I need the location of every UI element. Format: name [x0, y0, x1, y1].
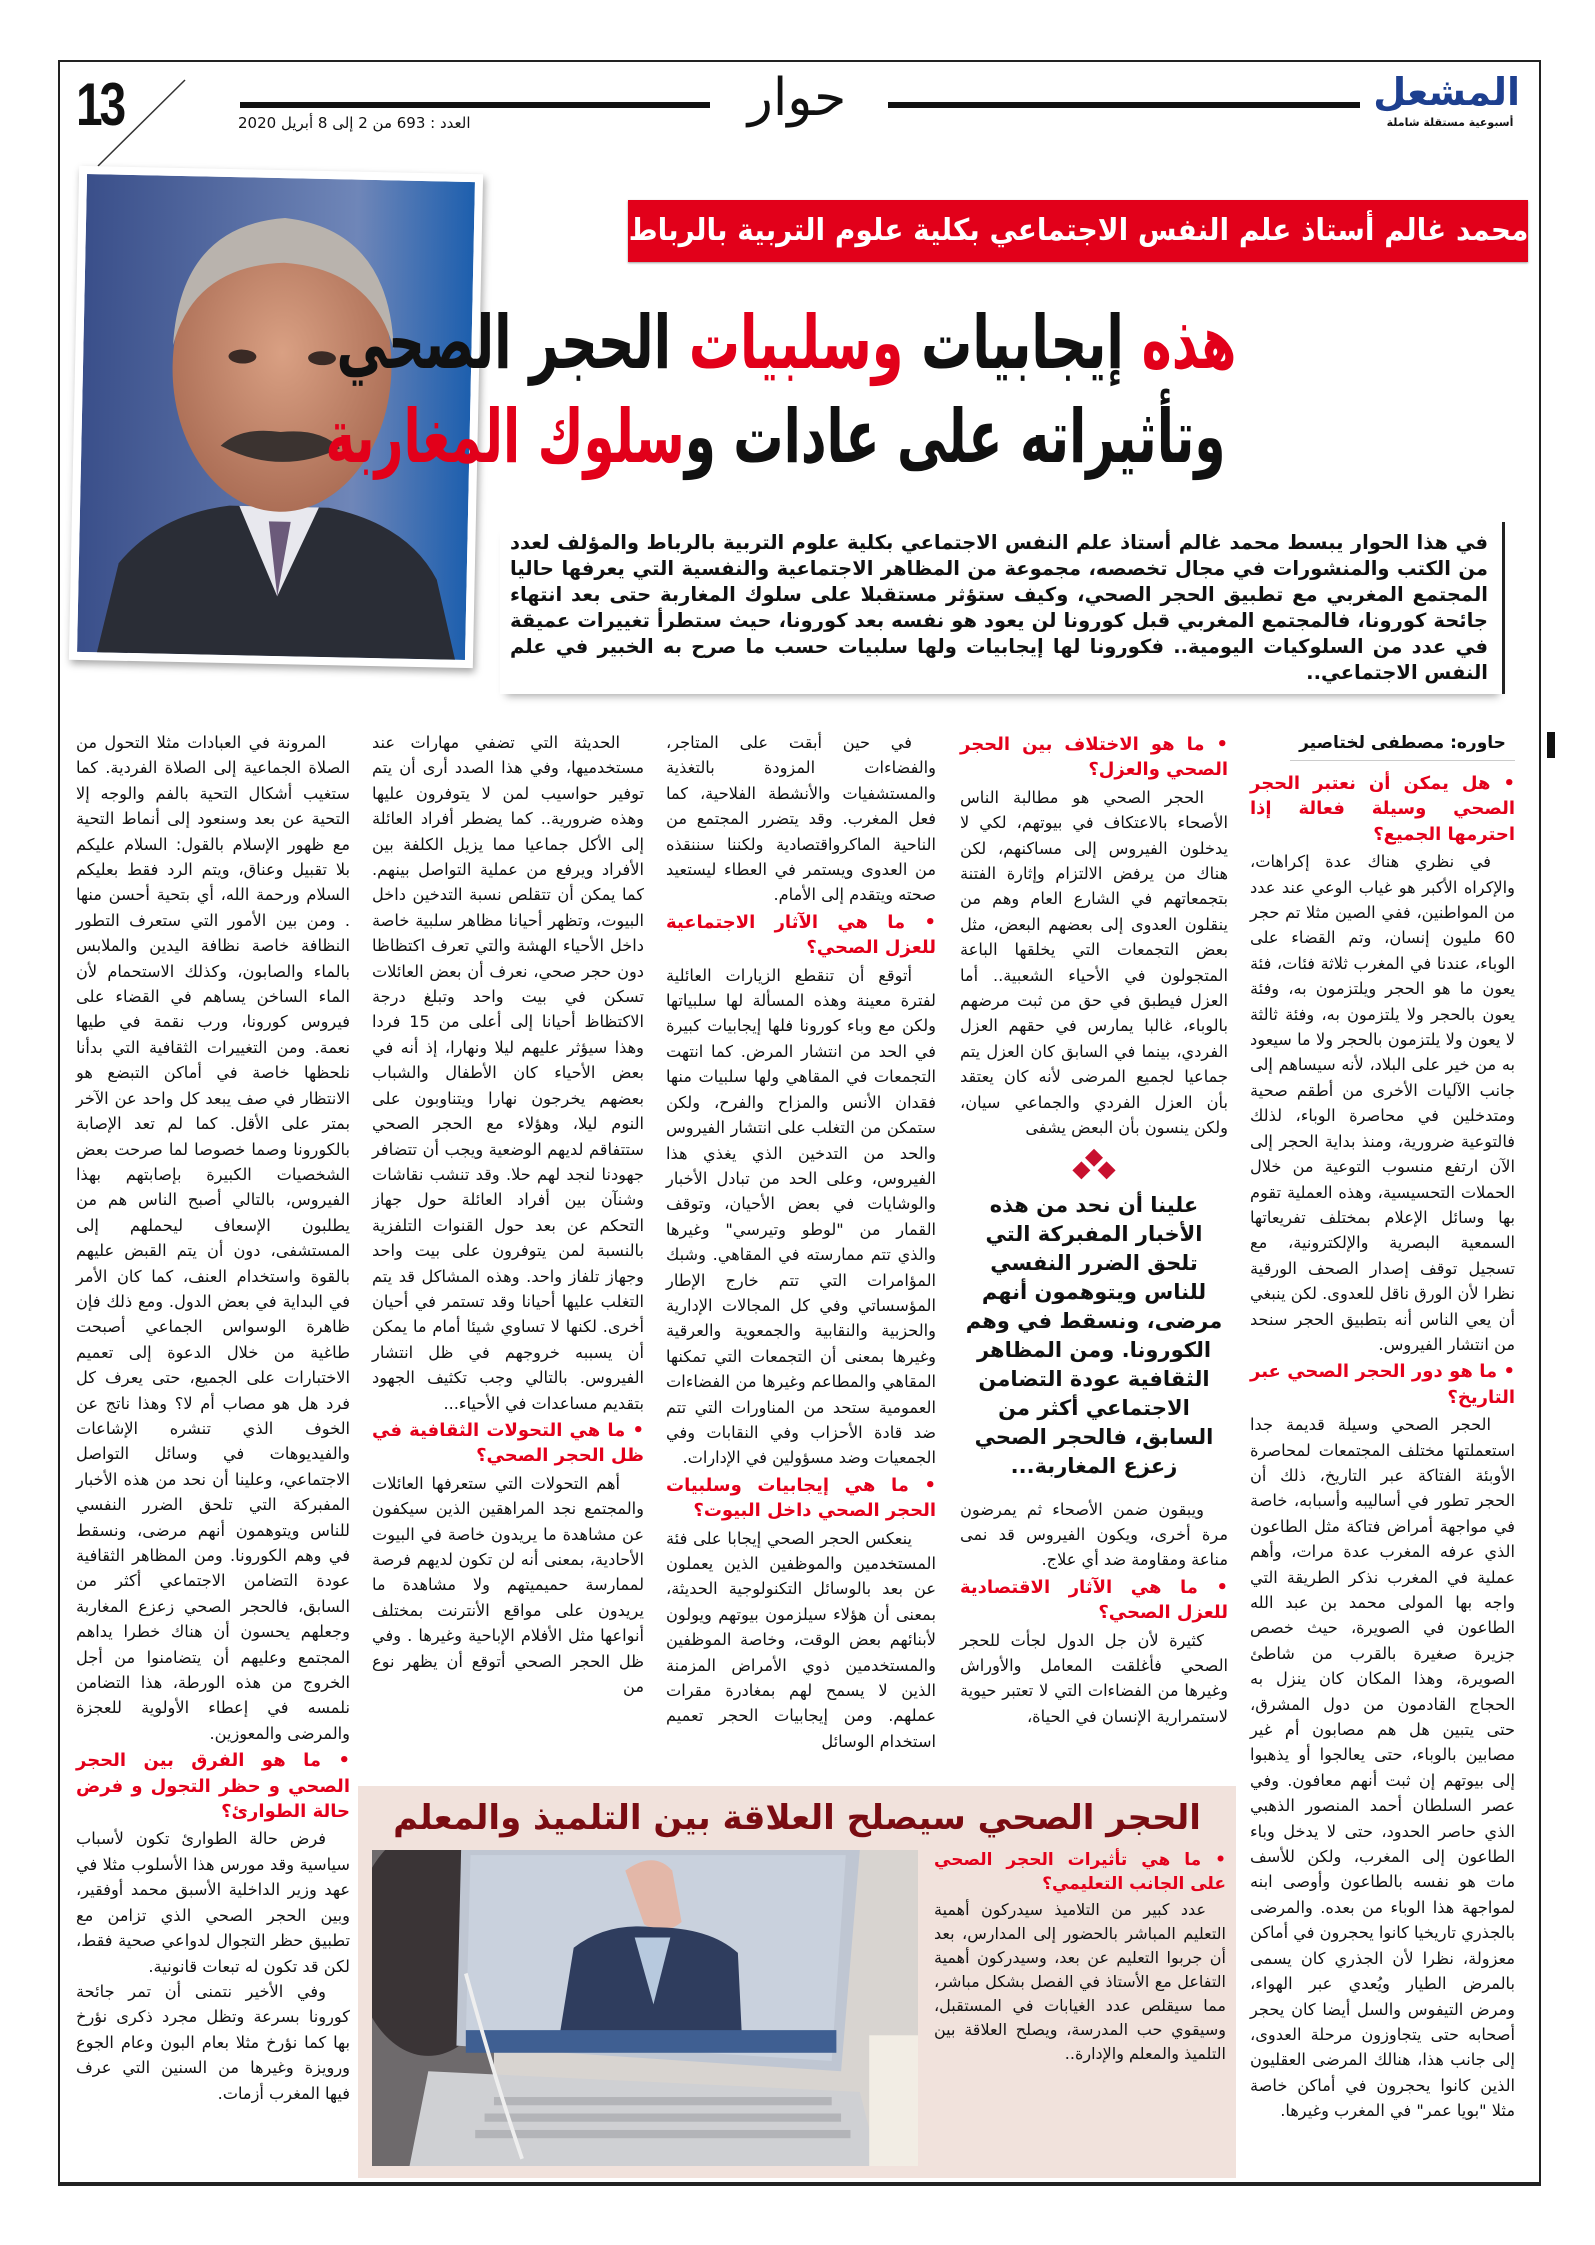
headline-segment: هذه	[1123, 300, 1237, 386]
headline-segment: وسلبيات	[671, 300, 904, 386]
byline	[1290, 730, 1515, 761]
magazine-logo[interactable]	[1373, 68, 1520, 129]
pull-quote	[960, 1147, 1228, 1481]
answer-paragraph: ينعكس الحجر الصحي إيجابا على فئة المستخدمين والموظفين الذين يعملون عن بعد بالوسائل التكنولوجية الحديثة، بمعنى أن هؤلاء سيلزمون بيوتهم ويولون لأبنائهم بعض الوقت، وخاصة الموظفين والمستخدمين ذوي الأمراض المزمنة الذين لا يسمح لهم بمغادرة مقرات عملهم. ومن إيجابيات الحجر تعميم استخدام الوسائل	[666, 1528, 936, 1751]
answer-paragraph: أهم التحولات التي ستعرفها العائلات والمجتمع نجد المراهقين الذين سيكفون عن مشاهدة ما يريدون خاصة في البيوت الأحادية، بمعنى أنه لن تكون لديهم فرصة لممارسة حميميتهم ولا مشاهدة ما يريدون على مواقع الأنترنت بمختلف أنواعها مثل الأفلام الإباحية وغيرها . وفي ظل الحجر الصحي أتوقع أن يظهر نوع من	[372, 1473, 644, 1697]
section-rule-right	[888, 102, 1360, 108]
byline-bar	[1547, 732, 1555, 758]
interview-question: • ما هو الفرق بين الحجر الصحي و حظر التجول و فرض حالة الطوارئ؟	[76, 1750, 350, 1823]
answer-paragraph: الحديثة التي تضفي مهارات عند مستخدميها، وفي هذا الصدد أرى أن يتم توفير حواسيب لمن لا يتوفرون عليها وهذه ضرورية.. كما يضطر أفراد العائلة إلى الأكل جماعيا مما يزيل الكلفة بين الأفراد ويرفع من عملية التواصل بينهم. كما يمكن أن تتقلص نسبة التدخين داخل البيوت، وتظهر أحيانا مظاهر سلبية خاصة داخل الأحياء الهشة والتي تعرف اكتظاظا دون حجر صحي، نعرف أن بعض العائلات تسكن في بيت واحد وتبلغ درجة الاكتظاظ أحيانا إلى أعلى من 15 فردا وهذا سيؤثر عليهم ليلا ونهارا، إذ أنه في بعض الأحياء كان الأطفال والشباب بعضهم يخرجون نهارا ويتناوبون على النوم ليلا، وهؤلاء مع الحجر الصحي ستتفاقم لديهم الوضعية ويجب أن تتضافر جهودنا لنجد لهم حلا. وقد تنشب نقاشات وشنآن بين أفراد العائلة حول جهاز التحكم عن بعد حول القنوات التلفزية بالنسبة لمن يتوفرون على بيت واحد وجهاز تلفاز واحد. وهذه المشاكل قد يتم التغلب عليها أحيانا وقد تستمر في أحيان أخرى. لكنها لا تساوي شيئا أمام ما يمكن أن يسببه خروجهم في ظل انتشار الفيروس. بالتالي وجب تكثيف الجهود بتقديم مساعدات في الأحياء...	[372, 733, 644, 1413]
intro-paragraph: في هذا الحوار يبسط محمد غالم أستاذ علم النفس الاجتماعي بكلية علوم التربية بالرباط والمؤلف لعدد من الكتب والمنشورات في مجال تخصصه، مجموعة من المظاهر الاجتماعية والنفسية التي يعرفها حاليا المجتمع المغربي مع تطبيق الحجر الصحي، وكيف ستؤثر مستقبلا على سلوك المغاربة حتى بعد انتهاء جائحة كورونا، فالمجتمع المغربي قبل كورونا لن يعود هو نفسه بعد كورونا، حيث ستطرأ تغييرات عميقة في عدد من السلوكيات اليومية.. فكورونا لها إيجابيات ولها سلبيات حسب ما صرح به الخبير في علم النفس الاجتماعي..	[500, 522, 1505, 694]
headline-line-1	[336, 296, 1236, 390]
answer-paragraph: أتوقع أن تنقطع الزيارات العائلية لفترة معينة وهذه المسألة لها سلبياتها ولكن مع وباء كورونا فلها إيجابيات كبيرة في الحد من انتشار المرض. كما انتهت التجمعات في المقاهي ولها سلبيات منها فقدان الأنس والمزاح والفرح، ولكن ستمكن من التغلب على انتشار الفيروس والحد من التدخين الذي يغذي هذا الفيروس، وعلى الحد من تبادل الأخبار والوشايات في بعض الأحيان، وتوقف القمار من "لوطو وتيرسي" وغيرها والذي تتم ممارسته في المقاهي. وشبك المؤامرات التي تتم خارج الإطار المؤسساتي وفي كل المجالات الإدارية والحزبية والنقابية والجمعوية والعرقية وغيرها بمعنى أن التجمعات التي تمكنها المقاهي والمطاعم وغيرها من الفضاءات العمومية ستحد من المناورات التي تتم ضد قادة الأحزاب وفي النقابات وفي الجمعيات وضد مسؤولين في الإدارات.	[666, 965, 936, 1468]
headline-line-2	[326, 390, 1226, 484]
article-column-4	[372, 730, 644, 1699]
page-number-slash	[90, 78, 190, 168]
article-column-3	[666, 730, 936, 1754]
box-title-text: الحجر الصحي سيصلح العلاقة بين التلميذ والمعلم	[393, 1798, 1201, 1838]
headline-segment: وتأثيراته على عادات و	[684, 394, 1226, 480]
logo-tagline: أسبوعية مستقلة شاملة	[1386, 116, 1514, 129]
byline-text: حاوره: مصطفى لختاصير	[1299, 733, 1506, 753]
box-title	[358, 1794, 1236, 1842]
answer-paragraph: الحجر الصحي وسيلة قديمة جدا استعملتها مختلف المجتمعات لمحاصرة الأوبئة الفتاكة عبر التاريخ، ذلك أن الحجر تطور في أساليبه وأسبابه، خاصة في مواجهة أمراض فتاكة مثل الطاعون الذي عرفه المغرب عدة مرات، وأهم عملية في المغرب نذكر الطريقة التي واجه بها المولى محمد بن عبد الله الطاعون في الصويرة، حيث خصص جزيرة صغيرة بالقرب من شاطئ الصويرة، وهذا المكان كان ينزل به الحجاج القادمون من دول المشرق، حتى يتبين هل هم مصابون أم غير مصابين بالوباء، حتى يعالجوا أو يذهبوا إلى بيوتهم إن ثبت أنهم معافون. وفي عصر السلطان أحمد المنصور الذهبي الذي حاصر الحدود، حتى لا يدخل وباء الطاعون إلى المغرب، ولكن للأسف مات هو نفسه بالطاعون وأوصى ابنه لمواجهة هذا الوباء من بعده. والمرضى بالجذري تاريخيا كانوا يحجرون في أماكن معزولة، نظرا لأن الجذري كان يسمى بالمرض الطيار ويُعدي عبر الهواء، ومرض التيفوس والسل أيضا كان يحجر أصحابه حتى يتجاوزون مرحلة العدوى، إلى جانب هذا، هنالك المرضى العقليون الذين كانوا يحجرون في أماكن خاصة مثلا "بويا عمر" في المغرب وغيرها.	[1250, 1415, 1515, 2121]
interviewee-banner-text: محمد غالم أستاذ علم النفس الاجتماعي بكلية علوم التربية بالرباط	[628, 213, 1528, 248]
answer-paragraph: المرونة في العبادات مثلا التحول من الصلاة الجماعية إلى الصلاة الفردية. كما ستغيب أشكال التحية بالفم والوجه إلا التحية عن بعد وسنعود إلى أنماط التحية مع ظهور الإسلام بالقول: السلام عليكم بلا تقبيل وعناق، ويتم الرد فقط بعليكم السلام ورحمة الله، أي بتحية أحسن منها . ومن بين الأمور التي ستعرف التطور النظافة خاصة نظافة اليدين والملابس بالماء والصابون، وكذلك الاستحمام لأن الماء الساخن يساهم في القضاء على فيروس كورونا، ورب نقمة في طيها نعمة. ومن التغييرات الثقافية التي بدأنا نلحظها خاصة في أماكن التبضع هو الانتظار في صف يبعد كل واحد عن الآخر بمتر على الأقل. كما لم تعد الإصابة بالكورونا وصما خصوصا لما صرحت بعض الشخصيات الكبيرة بإصابتهم بهذا الفيروس، بالتالي أصبح الناس هم من يطلبون الإسعاف ليحملهم إلى المستشفى، دون أن يتم القبض عليهم بالقوة واستخدام العنف، كما كان الأمر في البداية في بعض الدول. ومع ذلك فإن ظاهرة الوسواس الجماعي أصبحت طاغية من خلال الدعوة إلى تعميم الاختبارات على الجميع، حتى يعرف كل فرد هل هو مصاب أم لا؟ وهذا ناتج عن الخوف الذي تنشره الإشاعات والفيديوهات في وسائل التواصل الاجتماعي، وعلينا أن نحد من هذه الأخبار المفبركة التي تلحق الضرر النفسي للناس ويتوهمون أنهم مرضى، ونسقط في وهم الكورونا. ومن المظاهر الثقافية عودة التضامن الاجتماعي أكثر من السابق، فالحجر الصحي زعزع المغاربة وجعلهم يحسون أن هناك خطرا يداهم المجتمع وعليهم أن يتضامنوا من أجل الخروج من هذه الورطة، هذا التضامن نلمسه في إعطاء الأولوية للعجزة والمرضى والمعوزين.	[76, 733, 350, 1743]
answer-paragraph: في حين أبقت على المتاجر، والفضاءات المزودة بالتغذية والمستشفيات والأنشطة الفلاحية، كما فعل المغرب. وقد يتضرر المجتمع من الناحية الماكرواقتصادية ولكننا سننقذه من العدوى ويستمر في العطاء ليستعيد صحته ويتقدم إلى الأمام.	[666, 733, 936, 905]
headline-segment: الحجر الصحي	[336, 300, 672, 386]
box-answer: عدد كبير من التلاميذ سيدركون أهمية التعليم المباشر بالحضور إلى المدارس، بعد أن جربوا التعليم عن بعد، وسيدركون أهمية التفاعل مع الأستاذ في الفصل بشكل مباشر، مما سيقلص عدد الغيابات في المستقبل، وسيقوي حب المدرسة، ويصلح العلاقة بين التلميذ والمعلم والإدارة..	[934, 1900, 1226, 2063]
logo-text: المشعل	[1373, 70, 1520, 114]
interview-question: • ما هي الآثار الاقتصادية للعزل الصحي؟	[960, 1576, 1228, 1624]
online-learning-photo	[372, 1850, 918, 2166]
box-text	[934, 1848, 1226, 2066]
answer-paragraph: الحجر الصحي هو مطالبة الناس الأصحاء بالاعتكاف في بيوتهم، لكي لا يدخلون الفيروس إلى مساكنهم، لكن هناك من يرفض الالتزام وإثارة الفتنة بتجمعاتهم في الشارع العام وهم من ينقلون العدوى إلى بعضهم البعض، مثل بعض التجمعات التي يخلقها الباعة المتجولون في الأحياء الشعبية.. أما العزل فيطبق في حق من ثبت مرضهم بالوباء، غالبا يمارس في حقهم العزل الفردي، بينما في السابق كان العزل يتم جماعيا لجميع المرضى لأنه كان يعتقد بأن العزل الفردي والجماعي سيان، ولكن ينسون بأن البعض يشفى	[960, 787, 1228, 1138]
box-question: • ما هي تأثيرات الحجر الصحي على الجانب التعليمي؟	[934, 1850, 1226, 1894]
page-number: 13	[76, 71, 123, 138]
interview-question: • ما هي التحولات الثقافية في ظل الحجر الصحي؟	[372, 1419, 644, 1467]
interview-question: • ما هي الآثار الاجتماعية للعزل الصحي؟	[666, 911, 936, 959]
sidebar-box	[358, 1786, 1236, 2178]
answer-paragraph: ويبقون ضمن الأصحاء ثم يمرضون مرة أخرى، ويكون الفيروس قد نمى مناعة ومقاومة ضد أي علاج.	[960, 1499, 1228, 1570]
issue-info: العدد : 693 من 2 إلى 8 أبريل 2020	[238, 114, 471, 132]
answer-paragraph: وفي الأخير نتمنى أن تمر جائحة كورونا بسرعة وتظل مجرد ذكرى نؤرخ بها كما نؤرخ مثلا بعام البون وعام الجوع ورويزة وغيرها من السنين التي عرف فيها المغرب أزمات.	[76, 1981, 350, 2103]
section-rule-left	[240, 102, 710, 108]
article-column-5	[76, 730, 350, 2106]
article-column-2	[960, 730, 1228, 1729]
answer-paragraph: في نظري هناك عدة إكراهات، والإكراه الأكبر هو غياب الوعي عند عدد من المواطنين، ففي الصين مثلا تم حجر 60 مليون إنسان، وتم القضاء على الوباء، عندنا في المغرب ثلاثة فئات، فئة يعون ما هو الحجر ويلتزمون به، وفئة يعون بالحجر ولا يلتزمون به، وفئة ثالثة لا يعون ولا يلتزمون بالحجر ولا ما سيعود به من خير على البلاد، لأنه سيساهم إلى جانب الآليات الأخرى من أطقم صحية ومتدخلين في محاصرة الوباء، لذلك فالتوعية ضرورية، ومنذ بداية الحجر إلى الآن ارتفع منسوب التوعية من خلال الحملات التحسيسية، وهذه العملية تقوم بها وسائل الإعلام بمختلف تفريعاتها السمعية البصرية والإلكترونية، مع تسجيل توقف إصدار الصحف الورقية نظرا لأن الورق ناقل للعدوى. لكن ينبغي أن يعي الناس أنه بتطبيق الحجر سنحد من انتشار الفيروس.	[1250, 852, 1515, 1354]
answer-paragraph: فرض حالة الطوارئ تكون لأسباب سياسية وقد مورس هذا الأسلوب مثلا في عهد وزير الداخلية الأسبق محمد أوفقير، وبين الحجر الصحي الذي تزامن مع تطبيق حظر التجوال لدواعي صحية فقط، لكن قد تكون له تبعات قانونية.	[76, 1829, 350, 1976]
headline-segment: إيجابيات	[903, 300, 1124, 386]
pull-quote-text: علينا أن نحد من هذه الأخبار المفبركة التي تلحق الضرر النفسي للناس ويتوهمون أنهم مرضى، ونسقط في وهم الكورونا. ومن المظاهر الثقافية عودة التضامن الاجتماعي أكثر من السابق، فالحجر الصحي زعزع المغاربة...	[965, 1192, 1223, 1478]
answer-paragraph: كثيرة لأن جل الدول لجأت للحجر الصحي فأغلقت المعامل والأوراش وغيرها من الفضاءات التي لا تعتبر حيوية لاستمرارية الإنسان في الحياة،	[960, 1630, 1228, 1726]
interview-question: • هل يمكن أن نعتبر الحجر الصحي وسيلة فعالة إذا احترمها الجميع؟	[1250, 773, 1515, 845]
interview-question: • ما هو دور الحجر الصحي عبر التاريخ؟	[1250, 1361, 1515, 1408]
section-title: حوار	[747, 68, 847, 128]
headline-segment: سلوك المغاربة	[325, 394, 685, 480]
diamonds-icon	[1067, 1147, 1121, 1183]
headline	[325, 296, 1440, 484]
interviewee-banner	[628, 200, 1528, 262]
article-column-1	[1250, 730, 1515, 2124]
interview-question: • ما هي إيجابيات وسلبيات الحجر الصحي داخل البيوت؟	[666, 1474, 936, 1522]
interview-question: • ما هو الاختلاف بين الحجر الصحي والعزل؟	[960, 734, 1228, 781]
